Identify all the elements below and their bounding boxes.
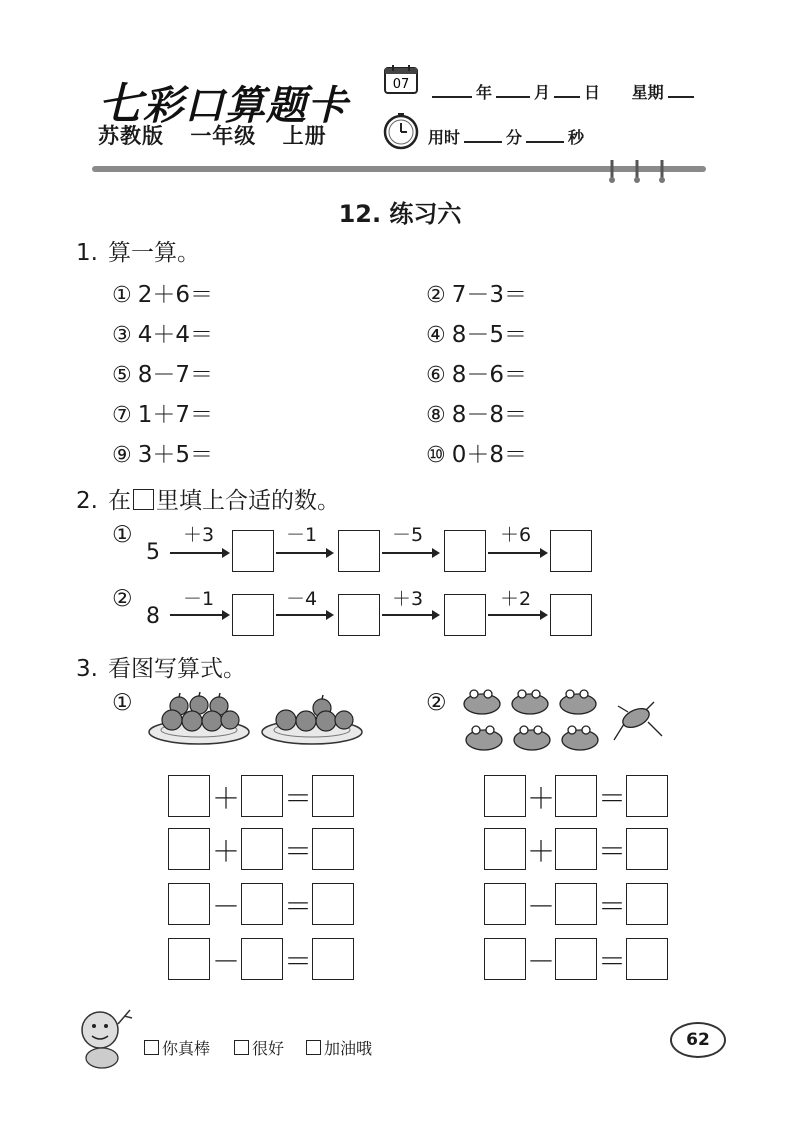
- expression: 8－6＝: [451, 362, 528, 388]
- frog-icon: [512, 690, 548, 714]
- chain-arrow: [170, 614, 228, 616]
- apple-group-icon: [162, 696, 239, 731]
- chain-op-label: －1: [286, 524, 318, 546]
- expression: 7－3＝: [451, 282, 528, 308]
- minute-label: 分: [506, 128, 523, 147]
- answer-box[interactable]: [312, 775, 354, 817]
- answer-box[interactable]: [232, 594, 274, 636]
- answer-box[interactable]: [338, 530, 380, 572]
- second-label: 秒: [568, 128, 585, 147]
- answer-box[interactable]: [168, 828, 210, 870]
- item-mark: ③: [112, 323, 132, 348]
- expression: 4＋4＝: [137, 322, 214, 348]
- brand-title-rest: 彩口算题卡: [143, 83, 348, 129]
- year-label: 年: [476, 83, 493, 102]
- q3-mark-2: ②: [426, 690, 447, 716]
- frogs-illustration: [458, 682, 670, 760]
- answer-box[interactable]: [168, 775, 210, 817]
- answer-box[interactable]: [555, 883, 597, 925]
- date-line: [428, 80, 698, 103]
- rating-option[interactable]: [144, 1036, 210, 1059]
- q3-title: 看图写算式。: [107, 656, 246, 682]
- chain-op-label: －1: [183, 588, 215, 610]
- chain-start-number: 5: [146, 540, 160, 565]
- answer-box[interactable]: [626, 938, 668, 980]
- chain-mark: ①: [112, 522, 133, 548]
- expression: 1＋7＝: [137, 402, 214, 428]
- q1-number: 1.: [76, 240, 98, 266]
- item-mark: ⑥: [426, 363, 446, 388]
- answer-box[interactable]: [484, 775, 526, 817]
- q1-title: 算一算。: [107, 240, 200, 266]
- operator-sign: ＋: [526, 835, 555, 868]
- q1-heading: [76, 234, 200, 267]
- rating-option[interactable]: [306, 1036, 372, 1059]
- q1-item: [112, 396, 213, 429]
- q1-item: [426, 356, 527, 389]
- q2-title-post: 里填上合适的数。: [155, 488, 340, 514]
- q1-item: [426, 396, 527, 429]
- item-mark: ⑨: [112, 443, 132, 468]
- answer-box[interactable]: [312, 938, 354, 980]
- rating-label: 加油哦: [324, 1039, 373, 1058]
- operator-sign: ＋: [526, 782, 555, 815]
- q1-item: [426, 316, 527, 349]
- frog-icon: [560, 690, 596, 714]
- equals-sign: ＝: [283, 835, 312, 868]
- item-mark: ⑩: [426, 443, 446, 468]
- answer-box[interactable]: [550, 594, 592, 636]
- equals-sign: ＝: [597, 835, 626, 868]
- answer-box[interactable]: [555, 938, 597, 980]
- jumping-frog-icon: [614, 702, 662, 740]
- answer-box[interactable]: [168, 938, 210, 980]
- q1-item: [112, 316, 213, 349]
- answer-box[interactable]: [484, 828, 526, 870]
- frog-icon: [464, 690, 500, 714]
- q1-item: [426, 276, 527, 309]
- chain-arrow: [488, 614, 546, 616]
- answer-box[interactable]: [484, 938, 526, 980]
- month-label: 月: [534, 83, 551, 102]
- edition-line: [98, 120, 345, 150]
- answer-box[interactable]: [626, 775, 668, 817]
- q1-item: [112, 436, 213, 469]
- answer-box[interactable]: [444, 594, 486, 636]
- frog-icon: [466, 726, 502, 750]
- answer-box[interactable]: [241, 828, 283, 870]
- answer-box[interactable]: [241, 883, 283, 925]
- q3-heading: [76, 650, 246, 683]
- q2-number: 2.: [76, 488, 98, 514]
- answer-box[interactable]: [444, 530, 486, 572]
- checkbox[interactable]: [144, 1040, 159, 1055]
- chain-op-label: －5: [392, 524, 424, 546]
- item-mark: ④: [426, 323, 446, 348]
- time-line: [428, 125, 584, 148]
- equals-sign: ＝: [597, 890, 626, 923]
- rating-label: 很好: [252, 1039, 285, 1058]
- expression: 0＋8＝: [451, 442, 528, 468]
- answer-box[interactable]: [484, 883, 526, 925]
- checkbox[interactable]: [234, 1040, 249, 1055]
- answer-box[interactable]: [550, 530, 592, 572]
- chain-op-label: ＋2: [500, 588, 532, 610]
- item-mark: ⑧: [426, 403, 446, 428]
- equals-sign: ＝: [597, 782, 626, 815]
- expression: 8－7＝: [137, 362, 214, 388]
- operator-sign: ＋: [211, 835, 240, 868]
- expression: 3＋5＝: [137, 442, 214, 468]
- item-mark: ②: [426, 283, 446, 308]
- checkbox[interactable]: [306, 1040, 321, 1055]
- equals-sign: ＝: [283, 945, 312, 978]
- q3-number: 3.: [76, 656, 98, 682]
- answer-box[interactable]: [312, 883, 354, 925]
- answer-box[interactable]: [555, 828, 597, 870]
- item-mark: ⑤: [112, 363, 132, 388]
- q1-item: [112, 276, 213, 309]
- operator-sign: －: [526, 945, 555, 978]
- equals-sign: ＝: [283, 782, 312, 815]
- answer-box[interactable]: [232, 530, 274, 572]
- weekday-label: 星期: [631, 83, 664, 102]
- frog-icon: [562, 726, 598, 750]
- chain-arrow: [276, 614, 332, 616]
- box-symbol: [133, 489, 154, 510]
- equals-sign: ＝: [597, 945, 626, 978]
- apples-on-plates-illustration: [144, 684, 368, 750]
- operator-sign: －: [211, 945, 240, 978]
- apple-group-icon: [276, 699, 353, 731]
- grade: 一年级: [190, 124, 257, 148]
- expression: 8－8＝: [451, 402, 528, 428]
- edition: 苏教版: [98, 124, 164, 148]
- q2-title-pre: 在: [107, 488, 131, 514]
- chain-arrow: [488, 552, 546, 554]
- time-label: 用时: [428, 128, 461, 147]
- day-label: 日: [584, 83, 601, 102]
- q1-item: [426, 436, 527, 469]
- brand-title-first-char: 七: [98, 79, 143, 130]
- calendar-day: 07: [392, 77, 410, 92]
- clock-icon: [382, 112, 420, 150]
- chain-arrow: [170, 552, 228, 554]
- volume: 上册: [282, 124, 327, 148]
- frog-icon: [514, 726, 550, 750]
- binder-rings-icon: [604, 158, 674, 184]
- lesson-title: 12. 练习六: [338, 200, 462, 228]
- chain-arrow: [382, 552, 438, 554]
- answer-box[interactable]: [168, 883, 210, 925]
- answer-box[interactable]: [626, 828, 668, 870]
- answer-box[interactable]: [241, 775, 283, 817]
- equals-sign: ＝: [283, 890, 312, 923]
- q1-item: [112, 356, 213, 389]
- answer-box[interactable]: [312, 828, 354, 870]
- operator-sign: ＋: [211, 782, 240, 815]
- expression: 8－5＝: [451, 322, 528, 348]
- cartoon-mascot-icon: [74, 1004, 136, 1070]
- item-mark: ①: [112, 283, 132, 308]
- chain-op-label: ＋3: [183, 524, 215, 546]
- q2-heading: [76, 482, 340, 515]
- rating-label: 你真棒: [162, 1039, 211, 1058]
- expression: 2＋6＝: [137, 282, 214, 308]
- rating-option[interactable]: [234, 1036, 284, 1059]
- chain-arrow: [276, 552, 332, 554]
- answer-box[interactable]: [241, 938, 283, 980]
- operator-sign: －: [211, 890, 240, 923]
- chain-arrow: [382, 614, 438, 616]
- answer-box[interactable]: [338, 594, 380, 636]
- item-mark: ⑦: [112, 403, 132, 428]
- answer-box[interactable]: [555, 775, 597, 817]
- chain-mark: ②: [112, 586, 133, 612]
- q3-mark-1: ①: [112, 690, 133, 716]
- chain-op-label: ＋6: [500, 524, 532, 546]
- calendar-icon: [384, 64, 418, 94]
- answer-box[interactable]: [626, 883, 668, 925]
- chain-op-label: －4: [286, 588, 318, 610]
- chain-start-number: 8: [146, 604, 160, 629]
- page-number: 62: [670, 1022, 726, 1058]
- chain-op-label: ＋3: [392, 588, 424, 610]
- operator-sign: －: [526, 890, 555, 923]
